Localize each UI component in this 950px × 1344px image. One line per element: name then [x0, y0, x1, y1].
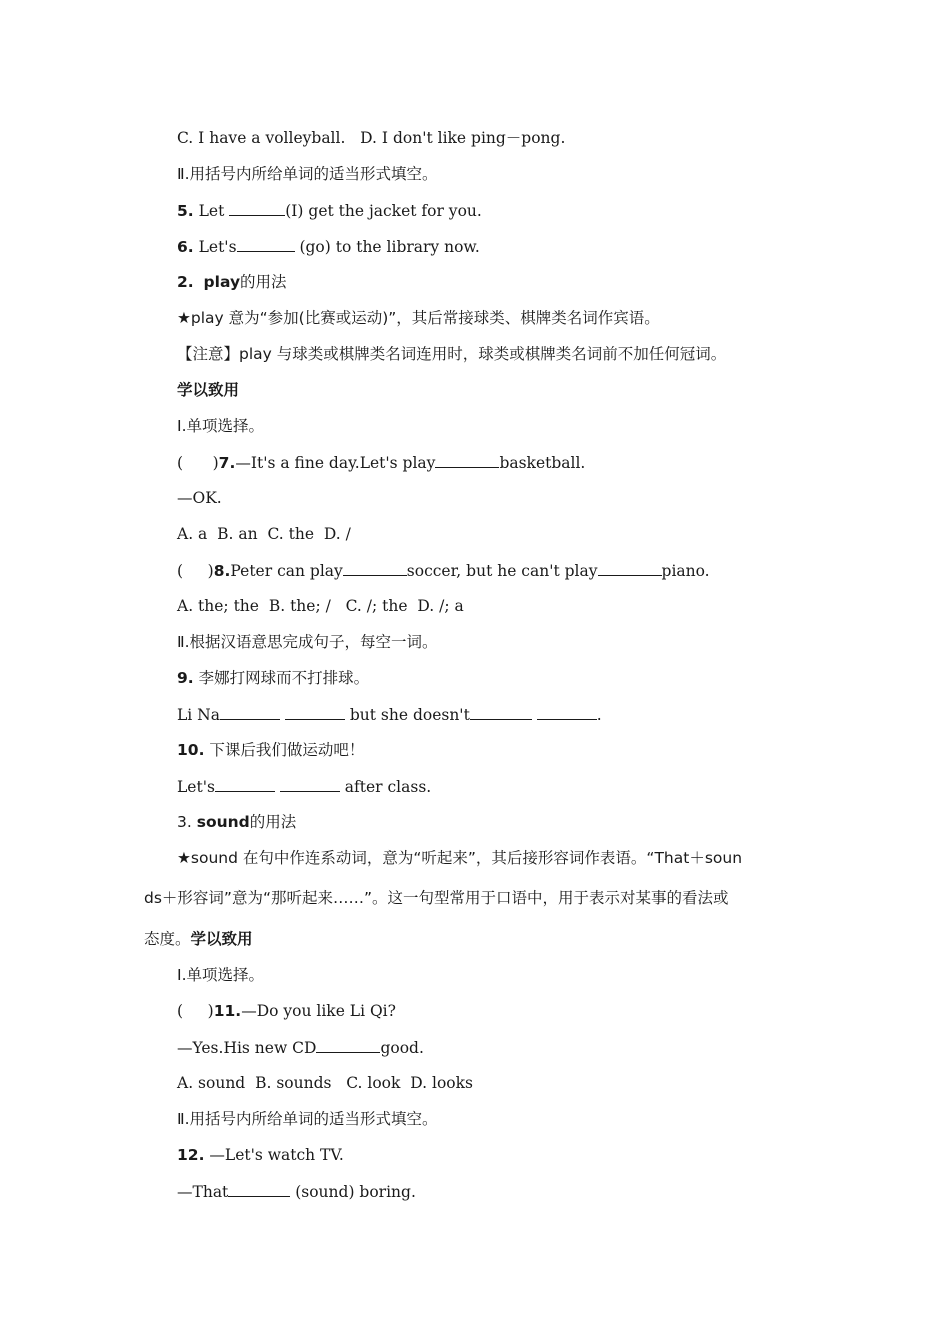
options-8: A. the; the B. the; / C. /; the D. /; a: [177, 597, 464, 615]
question-12: 12. —Let's watch TV.: [177, 1146, 344, 1164]
question-7: ( )7.—It's a fine day.Let's play basketball.: [177, 454, 586, 472]
question-5: 5. Let (I) get the jacket for you.: [177, 202, 482, 220]
answer-blank: [229, 200, 285, 216]
topic-heading-sound: 3. sound的用法: [177, 813, 297, 831]
question-10: 10. 下课后我们做运动吧！: [177, 741, 365, 759]
question-6: 6. Let's (go) to the library now.: [177, 238, 480, 256]
section-heading-translate: Ⅱ.根据汉语意思完成句子，每空一词。: [177, 633, 438, 651]
question-9-sentence: Li Na but she doesn't .: [177, 706, 602, 724]
rule-sound-line1: ★sound 在句中作连系动词，意为“听起来”，其后接形容词作表语。“That＋soun: [177, 849, 743, 867]
options-11: A. sound B. sounds C. look D. looks: [177, 1074, 473, 1092]
section-heading-choice: Ⅰ.单项选择。: [177, 417, 264, 435]
rule-sound-line3: 态度。学以致用: [144, 930, 253, 948]
rule-play: ★play 意为“参加(比赛或运动)”，其后常接球类、棋牌类名词作宾语。: [177, 309, 660, 327]
answer-blank: [220, 704, 280, 720]
answer-blank: [316, 1037, 380, 1053]
answer-blank: [470, 704, 532, 720]
answer-blank: [215, 776, 275, 792]
answer-blank: [343, 560, 407, 576]
section-heading-fill: Ⅱ.用括号内所给单词的适当形式填空。: [177, 165, 438, 183]
practice-heading: 学以致用: [177, 381, 240, 399]
section-heading-fill-2: Ⅱ.用括号内所给单词的适当形式填空。: [177, 1110, 438, 1128]
answer-blank: [280, 776, 340, 792]
answer-blank: [237, 236, 295, 252]
question-9: 9. 李娜打网球而不打排球。: [177, 669, 370, 687]
question-12-answer: —That (sound) boring.: [177, 1183, 416, 1201]
answer-blank: [537, 704, 597, 720]
question-11: ( )11.—Do you like Li Qi?: [177, 1002, 396, 1020]
note-play: 【注意】play 与球类或棋牌类名词连用时，球类或棋牌类名词前不加任何冠词。: [177, 345, 727, 363]
options-7: A. a B. an C. the D. /: [177, 525, 351, 543]
question-8: ( )8.Peter can play soccer, but he can't play piano.: [177, 562, 710, 580]
answer-blank: [285, 704, 345, 720]
section-heading-choice-2: Ⅰ.单项选择。: [177, 966, 264, 984]
rule-sound-line2: ds＋形容词”意为“那听起来……”。这一句型常用于口语中，用于表示对某事的看法或: [144, 889, 729, 907]
answer-blank: [228, 1181, 290, 1197]
question-10-sentence: Let's after class.: [177, 778, 432, 796]
answer-blank: [598, 560, 662, 576]
answer-blank: [435, 452, 499, 468]
answer-line: —OK.: [177, 489, 222, 507]
option-line-cd: C. I have a volleyball. D. I don't like ping－pong.: [177, 129, 566, 147]
question-11-answer: —Yes.His new CD good.: [177, 1039, 424, 1057]
topic-heading-play: 2. play的用法: [177, 273, 287, 291]
